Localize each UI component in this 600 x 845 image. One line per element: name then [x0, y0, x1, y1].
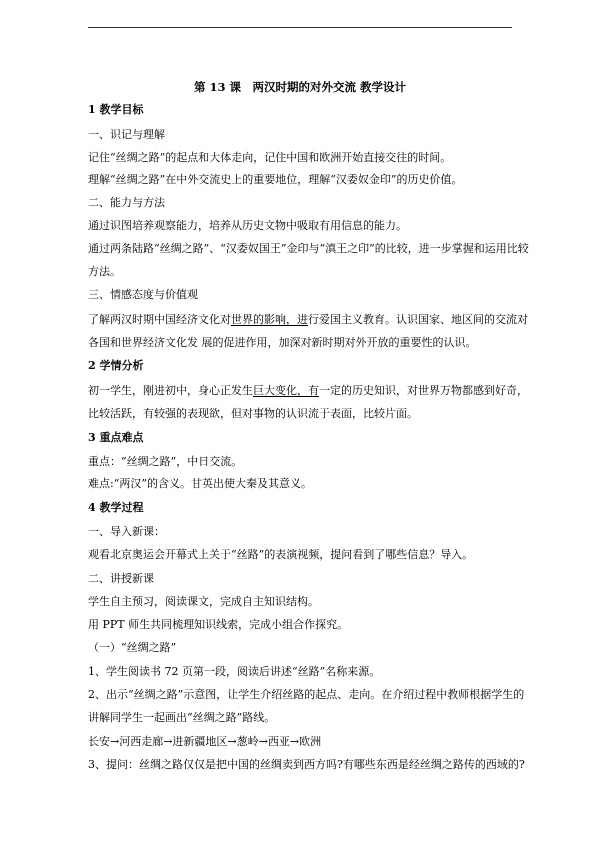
section-heading-key-points: 3 重点难点	[88, 431, 144, 444]
text-segment: 了解两汉时期中国经济文化对	[88, 313, 231, 326]
section-heading-objectives: 1 教学目标	[88, 103, 144, 116]
text-segment: 初一学生，刚进初中，身心正发生	[88, 384, 253, 397]
paragraph-line	[88, 313, 528, 327]
subheading-ability: 二、能力与方法	[88, 196, 165, 209]
text-segment: 行爱国主义教育。认识国家、地区间的交流对	[308, 313, 528, 326]
paragraph-line: 1、学生阅读书 72 页第一段，阅读后讲述“丝路”名称来源。	[88, 665, 381, 678]
paragraph-line: 观看北京奥运会开幕式上关于“丝路”的表演视频，提问看到了哪些信息？导入。	[88, 548, 474, 561]
paragraph-line: 重点：“丝绸之路”，中日交流。	[88, 455, 243, 468]
paragraph-line: 通过两条陆路“丝绸之路”、“汉委奴国王”金印与“滇王之印”的比较，进一步掌握和运用比较	[88, 242, 529, 255]
paragraph-line: 3、提问：丝绸之路仅仅是把中国的丝绸卖到西方吗?有哪些东西是经丝绸之路传的西域的?	[88, 758, 525, 771]
page-title: 第 13 课 两汉时期的对外交流 教学设计	[193, 80, 406, 94]
paragraph-line: 2、出示“丝绸之路”示意图，让学生介绍丝路的起点、走向。在介绍过程中教师根据学生的	[88, 688, 525, 701]
section-heading-analysis: 2 学情分析	[88, 359, 144, 372]
section-heading-process: 4 教学过程	[88, 501, 144, 514]
subheading-memorize: 一、识记与理解	[88, 128, 165, 141]
paragraph-line: 各国和世界经济文化发 展的促进作用，加深对新时期对外开放的重要性的认识。	[88, 336, 477, 349]
underlined-text: 巨大变化，有	[253, 384, 319, 397]
subheading-attitude: 三、情感态度与价值观	[88, 288, 198, 301]
subheading-new-lesson: 二、讲授新课	[88, 572, 154, 585]
paragraph-line: 方法。	[88, 265, 121, 278]
paragraph-line: 学生自主预习，阅读课文，完成自主知识结构。	[88, 595, 319, 608]
subheading-silk-road: （一）“丝绸之路”	[88, 641, 177, 654]
paragraph-line	[88, 384, 528, 398]
paragraph-line: 通过识图培养观察能力，培养从历史文物中吸取有用信息的能力。	[88, 219, 407, 232]
underlined-text: 世界的影响，进	[231, 313, 308, 326]
paragraph-line: 讲解同学生一起画出“丝绸之路”路线。	[88, 711, 276, 724]
paragraph-line: 理解“丝绸之路”在中外交流史上的重要地位，理解“汉委奴金印”的历史价值。	[88, 173, 463, 186]
header-rule	[88, 27, 512, 28]
text-segment: 一定的历史知识，对世界万物都感到好奇，	[319, 384, 528, 397]
paragraph-line: 比较活跃，有较强的表现欲，但对事物的认识流于表面，比较片面。	[88, 407, 418, 420]
paragraph-line: 记住“丝绸之路”的起点和大体走向，记住中国和欧洲开始直接交往的时间。	[88, 151, 452, 164]
route-line: 长安→河西走廊→进新疆地区→葱岭→西亚→欧洲	[88, 735, 322, 748]
paragraph-line: 难点:“两汉”的含义。甘英出使大秦及其意义。	[88, 477, 312, 490]
subheading-intro: 一、导入新课：	[88, 525, 165, 538]
paragraph-line: 用 PPT 师生共同梳理知识线索，完成小组合作探究。	[88, 618, 349, 631]
